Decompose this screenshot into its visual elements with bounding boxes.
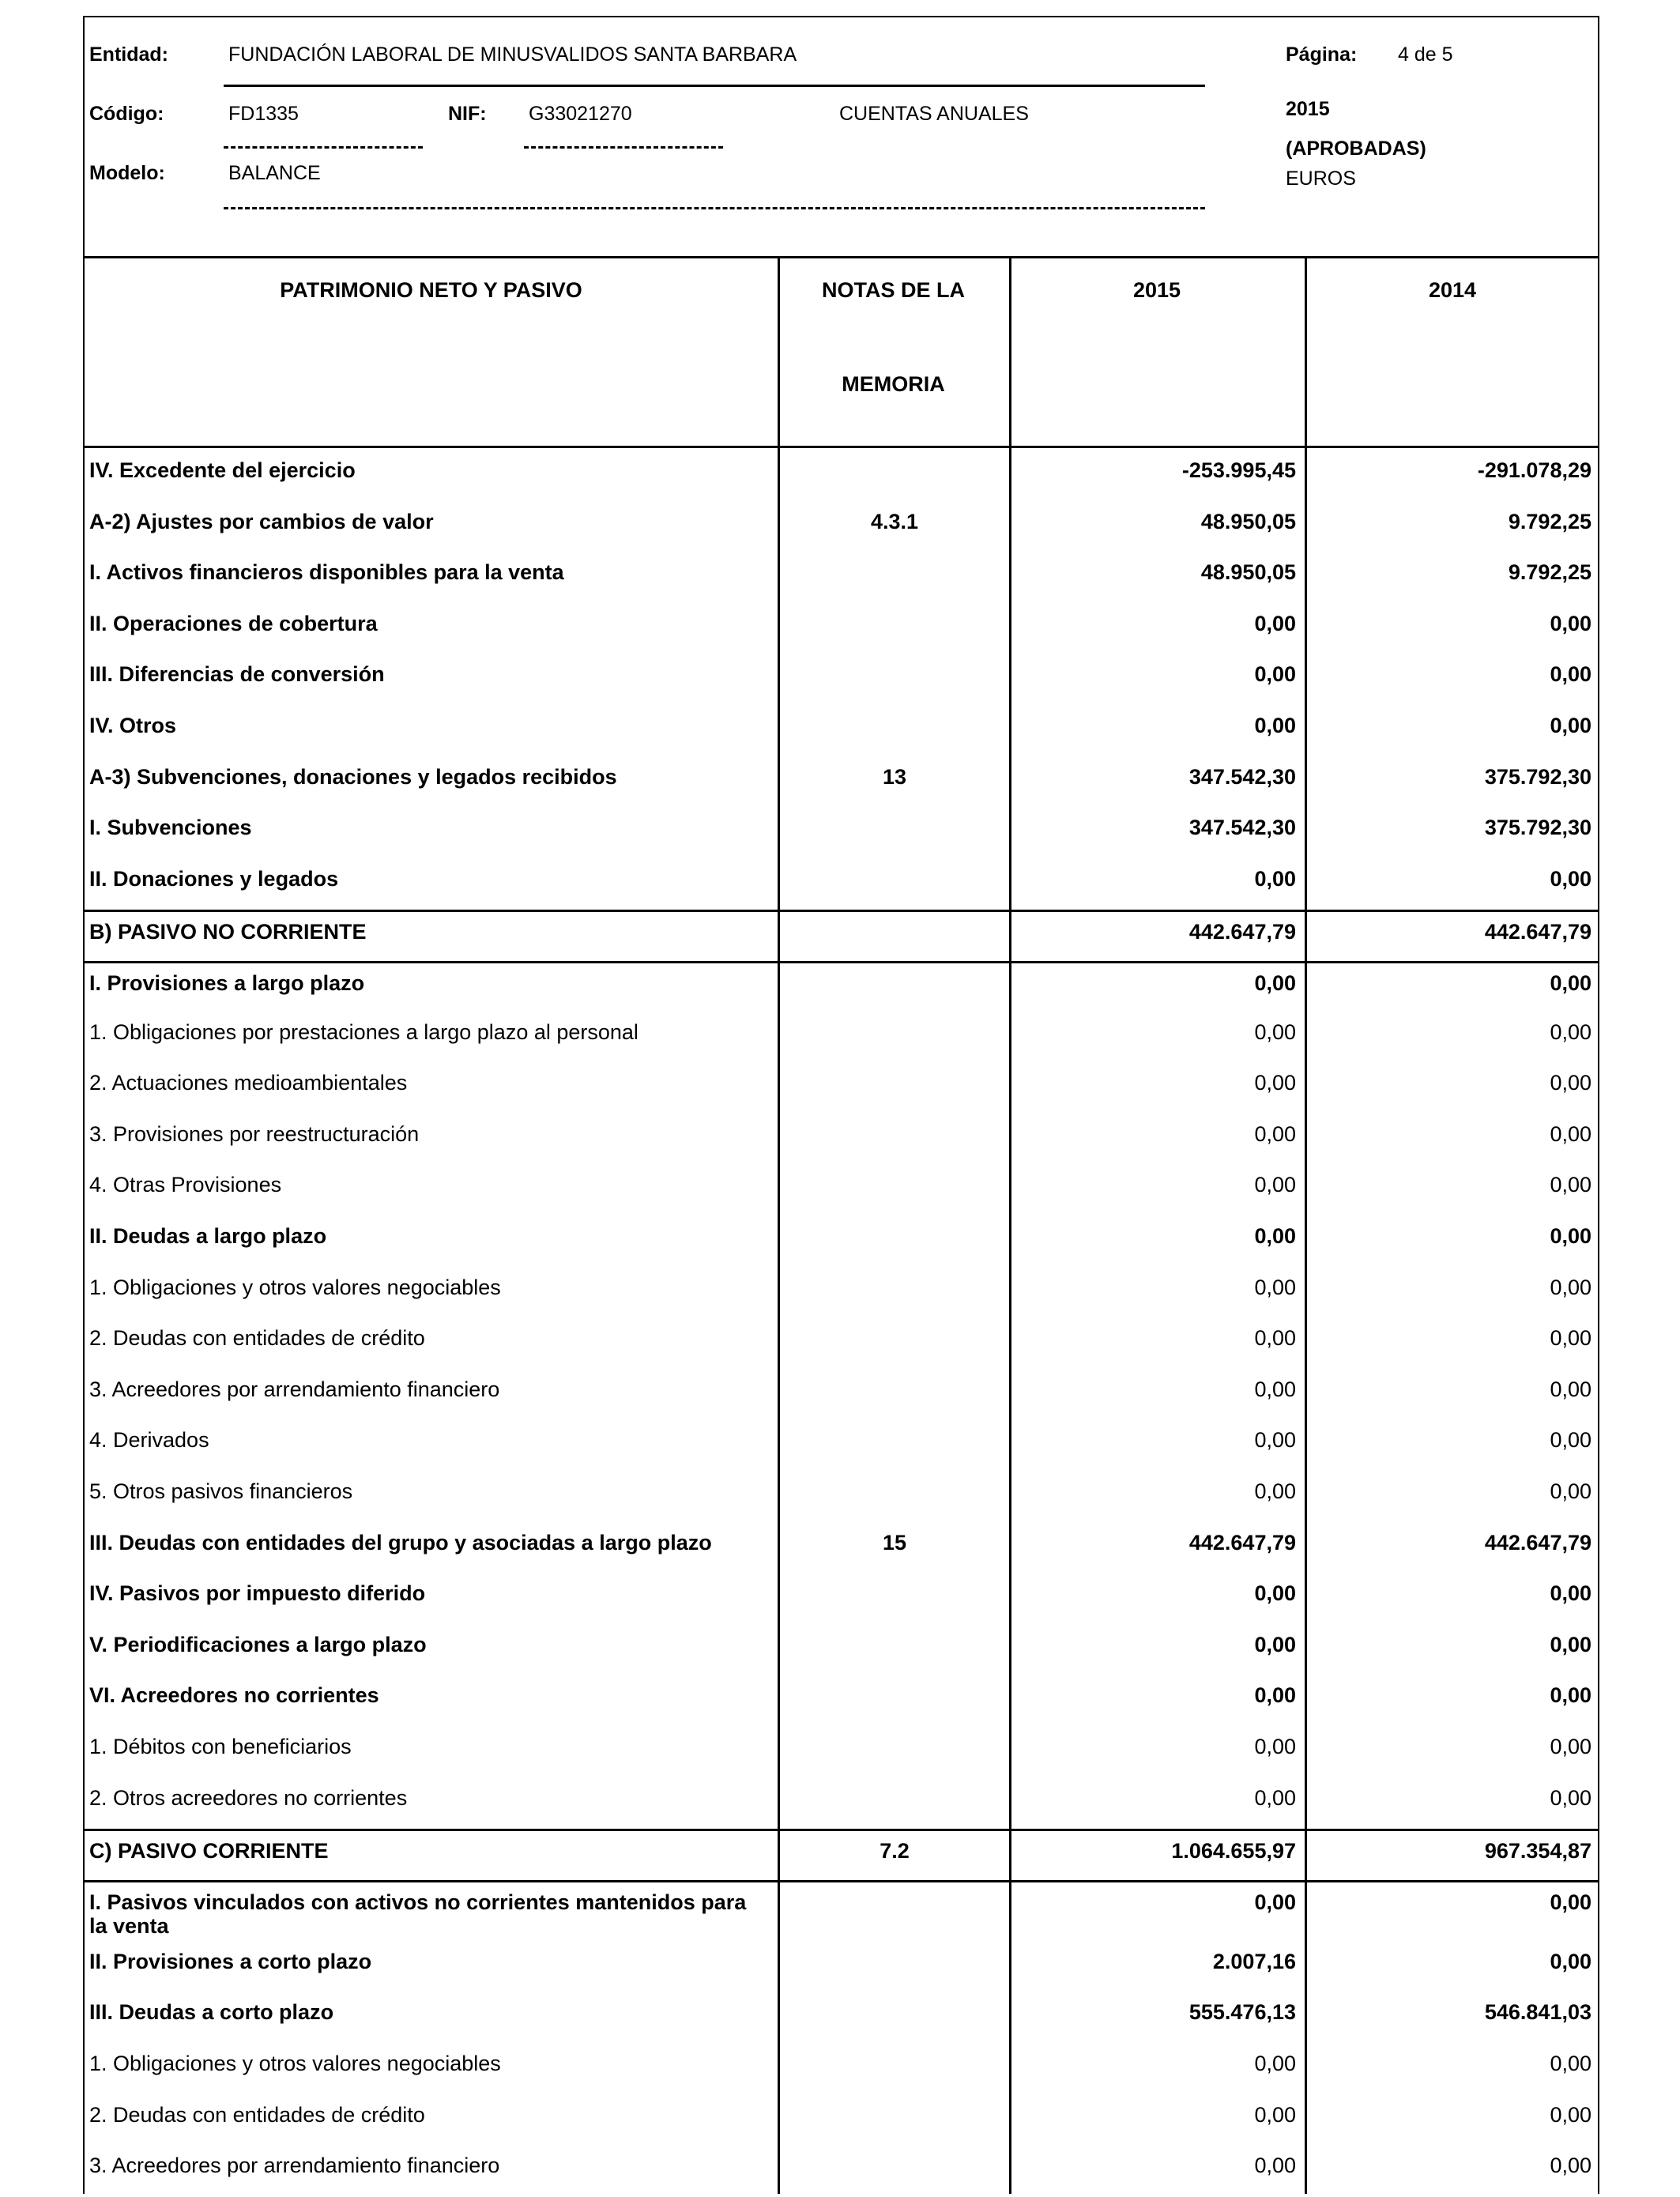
- table-row: [85, 1472, 1598, 1523]
- row-label: 5. Otros pasivos financieros: [89, 1479, 353, 1503]
- col-header-concept: [85, 256, 778, 446]
- euros-label: EUROS: [1286, 168, 1356, 190]
- row-value-2015: 0,00: [1254, 611, 1296, 635]
- row-value-2014: 375.792,30: [1484, 816, 1591, 840]
- row-value-2014: 442.647,79: [1484, 920, 1591, 944]
- entidad-value: FUNDACIÓN LABORAL DE MINUSVALIDOS SANTA BARBARA: [228, 43, 797, 66]
- row-value-2014: 0,00: [1550, 1121, 1591, 1146]
- codigo-underline: [224, 146, 423, 149]
- header-bottom-rule: [85, 446, 1598, 448]
- row-label: 3. Provisiones por reestructuración: [89, 1121, 420, 1146]
- row-nota: 13: [882, 764, 907, 789]
- row-label: I. Activos financieros disponibles para la venta: [89, 560, 564, 585]
- cuentas-anuales: CUENTAS ANUALES: [839, 103, 1029, 125]
- row-label: I. Provisiones a largo plazo: [89, 971, 365, 995]
- table-row: [85, 1063, 1598, 1114]
- table-row: [85, 2095, 1598, 2146]
- row-value-2014: 0,00: [1550, 1949, 1591, 1973]
- row-value-2014: 0,00: [1550, 1632, 1591, 1656]
- row-label: 3. Acreedores por arrendamiento financiero: [89, 1377, 500, 1401]
- table-row: [85, 1370, 1598, 1421]
- row-label: IV. Pasivos por impuesto diferido: [89, 1581, 426, 1606]
- table-row: [85, 1523, 1598, 1574]
- row-value-2014: 0,00: [1550, 1275, 1591, 1299]
- table-row: [85, 1420, 1598, 1472]
- nif-underline: [524, 146, 723, 149]
- row-value-2014: 0,00: [1550, 1326, 1591, 1351]
- table-row: [85, 1942, 1598, 1993]
- row-value-2015: 0,00: [1254, 1019, 1296, 1044]
- row-label: III. Deudas con entidades del grupo y asociadas a largo plazo: [89, 1530, 712, 1554]
- col-header-notas: [778, 256, 1009, 446]
- row-label: 2. Deudas con entidades de crédito: [89, 2102, 425, 2127]
- row-label: 1. Obligaciones y otros valores negociables: [89, 1275, 501, 1299]
- nif-label: NIF:: [448, 103, 487, 125]
- row-value-2015: 442.647,79: [1188, 1530, 1296, 1554]
- row-value-2015: 555.476,13: [1188, 2000, 1296, 2025]
- row-value-2014: 0,00: [1550, 1173, 1591, 1197]
- row-value-2014: 0,00: [1550, 1683, 1591, 1708]
- pagina-label: Página:: [1286, 43, 1358, 66]
- row-nota: 7.2: [880, 1839, 910, 1863]
- table-row: [85, 1216, 1598, 1268]
- row-label: II. Deudas a largo plazo: [89, 1224, 327, 1248]
- row-value-2015: 347.542,30: [1188, 816, 1296, 840]
- table-row: [85, 1114, 1598, 1166]
- table-row: [85, 654, 1598, 706]
- row-value-2015: 1.064.655,97: [1171, 1839, 1296, 1863]
- row-label: 4. Otras Provisiones: [89, 1173, 282, 1197]
- row-label: B) PASIVO NO CORRIENTE: [89, 920, 367, 944]
- row-value-2014: 9.792,25: [1508, 560, 1591, 585]
- ejercicio-year: 2015: [1286, 98, 1330, 120]
- entidad-underline: [224, 85, 1205, 87]
- modelo-label: Modelo:: [89, 162, 165, 184]
- row-value-2015: 0,00: [1254, 1173, 1296, 1197]
- row-value-2014: 0,00: [1550, 662, 1591, 687]
- row-value-2015: 0,00: [1254, 2052, 1296, 2075]
- row-value-2015: 0,00: [1254, 2154, 1296, 2178]
- row-value-2015: 0,00: [1254, 714, 1296, 737]
- row-value-2015: 0,00: [1254, 1326, 1296, 1351]
- table-row: [85, 910, 1598, 961]
- codigo-value: FD1335: [228, 103, 299, 125]
- col-header-2014-text: 2014: [1428, 278, 1477, 302]
- row-value-2015: 0,00: [1254, 866, 1296, 891]
- row-label: 4. Derivados: [89, 1428, 209, 1453]
- row-value-2014: 0,00: [1550, 971, 1591, 995]
- row-value-2014: 0,00: [1550, 611, 1591, 635]
- row-value-2015: 0,00: [1254, 1581, 1296, 1606]
- col-header-notas-line2: MEMORIA: [842, 372, 945, 396]
- table-row: [85, 502, 1598, 553]
- col-header-concept-text: PATRIMONIO NETO Y PASIVO: [280, 278, 582, 302]
- row-value-2014: 0,00: [1550, 1479, 1591, 1503]
- table-row: [85, 1165, 1598, 1216]
- table-row: [85, 961, 1598, 1012]
- row-label: III. Deudas a corto plazo: [89, 2000, 334, 2025]
- row-label: 2. Actuaciones medioambientales: [89, 1071, 408, 1095]
- codigo-label: Código:: [89, 103, 164, 125]
- table-row: [85, 1318, 1598, 1370]
- nif-value: G33021270: [529, 103, 632, 125]
- row-value-2014: 375.792,30: [1484, 764, 1591, 789]
- row-value-2014: 0,00: [1550, 1890, 1591, 1914]
- row-label: 1. Débitos con beneficiarios: [89, 1735, 352, 1758]
- row-value-2015: 0,00: [1254, 2102, 1296, 2127]
- row-value-2015: 347.542,30: [1188, 764, 1296, 789]
- row-value-2014: 442.647,79: [1484, 1530, 1591, 1554]
- table-row: [85, 1268, 1598, 1319]
- row-value-2014: 546.841,03: [1484, 2000, 1591, 2025]
- row-value-2014: 0,00: [1550, 2052, 1591, 2075]
- row-value-2015: 0,00: [1254, 1890, 1296, 1914]
- table-row: [85, 1012, 1598, 1064]
- row-label: II. Provisiones a corto plazo: [89, 1949, 372, 1973]
- table-row: [85, 2044, 1598, 2095]
- row-value-2015: 0,00: [1254, 1224, 1296, 1248]
- pagina-value: 4 de 5: [1398, 43, 1453, 66]
- row-value-2014: 9.792,25: [1508, 509, 1591, 533]
- row-value-2014: 967.354,87: [1484, 1839, 1591, 1863]
- table-row: [85, 552, 1598, 604]
- col-header-notas-line1: NOTAS DE LA: [822, 278, 965, 302]
- table-row: [85, 859, 1598, 910]
- table-row: [85, 1992, 1598, 2044]
- row-value-2014: 0,00: [1550, 1735, 1591, 1758]
- table-row: [85, 1625, 1598, 1676]
- row-label: II. Donaciones y legados: [89, 866, 339, 891]
- row-label: VI. Acreedores no corrientes: [89, 1683, 379, 1708]
- row-label: I. Subvenciones: [89, 816, 252, 840]
- table-row: [85, 1880, 1598, 1938]
- row-label: A-3) Subvenciones, donaciones y legados recibidos: [89, 764, 617, 789]
- col-header-2015-text: 2015: [1132, 278, 1181, 302]
- row-label: 3. Acreedores por arrendamiento financiero: [89, 2154, 500, 2178]
- table-row: [85, 706, 1598, 757]
- row-label: C) PASIVO CORRIENTE: [89, 1839, 329, 1863]
- row-value-2014: 0,00: [1550, 1019, 1591, 1044]
- row-value-2015: -253.995,45: [1181, 458, 1296, 482]
- modelo-value: BALANCE: [228, 162, 321, 184]
- row-nota: 15: [882, 1530, 907, 1554]
- table-row: [85, 2146, 1598, 2197]
- row-nota: 4.3.1: [870, 509, 919, 533]
- col-header-2015: [1009, 256, 1305, 446]
- row-value-2015: 0,00: [1254, 1735, 1296, 1758]
- row-value-2014: 0,00: [1550, 1581, 1591, 1606]
- row-value-2015: 0,00: [1254, 1785, 1296, 1810]
- row-value-2015: 0,00: [1254, 662, 1296, 687]
- row-label: 1. Obligaciones por prestaciones a largo plazo al personal: [89, 1019, 638, 1044]
- row-value-2015: 0,00: [1254, 971, 1296, 995]
- row-value-2014: -291.078,29: [1477, 458, 1591, 482]
- row-value-2014: 0,00: [1550, 1377, 1591, 1401]
- row-label: 1. Obligaciones y otros valores negociables: [89, 2052, 501, 2075]
- row-value-2015: 0,00: [1254, 1121, 1296, 1146]
- row-value-2015: 48.950,05: [1200, 560, 1296, 585]
- table-row: [85, 1829, 1598, 1880]
- row-value-2015: 0,00: [1254, 1275, 1296, 1299]
- row-value-2014: 0,00: [1550, 866, 1591, 891]
- aprobadas-label: (APROBADAS): [1286, 138, 1426, 160]
- row-label: 2. Deudas con entidades de crédito: [89, 1326, 425, 1351]
- row-value-2015: 0,00: [1254, 1428, 1296, 1453]
- row-label: A-2) Ajustes por cambios de valor: [89, 509, 434, 533]
- row-label: V. Periodificaciones a largo plazo: [89, 1632, 427, 1656]
- row-value-2014: 0,00: [1550, 714, 1591, 737]
- row-value-2015: 0,00: [1254, 1683, 1296, 1708]
- balance-page: [83, 16, 1599, 2194]
- table-row: [85, 1675, 1598, 1727]
- row-value-2014: 0,00: [1550, 1428, 1591, 1453]
- row-value-2015: 2.007,16: [1212, 1949, 1296, 1973]
- row-label: II. Operaciones de cobertura: [89, 611, 378, 635]
- row-value-2014: 0,00: [1550, 2102, 1591, 2127]
- table-row: [85, 604, 1598, 655]
- row-value-2015: 48.950,05: [1200, 509, 1296, 533]
- row-label: III. Diferencias de conversión: [89, 662, 385, 687]
- row-value-2015: 442.647,79: [1188, 920, 1296, 944]
- row-label: IV. Excedente del ejercicio: [89, 458, 356, 482]
- row-value-2014: 0,00: [1550, 2154, 1591, 2178]
- entidad-label: Entidad:: [89, 43, 168, 66]
- table-row: [85, 1727, 1598, 1778]
- row-value-2015: 0,00: [1254, 1071, 1296, 1095]
- row-value-2015: 0,00: [1254, 1377, 1296, 1401]
- table-row: [85, 808, 1598, 859]
- row-value-2014: 0,00: [1550, 1071, 1591, 1095]
- row-label: IV. Otros: [89, 714, 177, 737]
- table-row: [85, 1573, 1598, 1625]
- col-header-2014: [1305, 256, 1600, 446]
- row-value-2014: 0,00: [1550, 1224, 1591, 1248]
- row-value-2014: 0,00: [1550, 1785, 1591, 1810]
- row-label: I. Pasivos vinculados con activos no corrientes mantenidos para la venta: [89, 1890, 747, 1938]
- table-row: [85, 757, 1598, 808]
- row-value-2015: 0,00: [1254, 1632, 1296, 1656]
- table-row: [85, 1778, 1598, 1830]
- row-label: 2. Otros acreedores no corrientes: [89, 1785, 408, 1810]
- table-row: [85, 450, 1598, 502]
- modelo-underline: [224, 207, 1205, 209]
- row-value-2015: 0,00: [1254, 1479, 1296, 1503]
